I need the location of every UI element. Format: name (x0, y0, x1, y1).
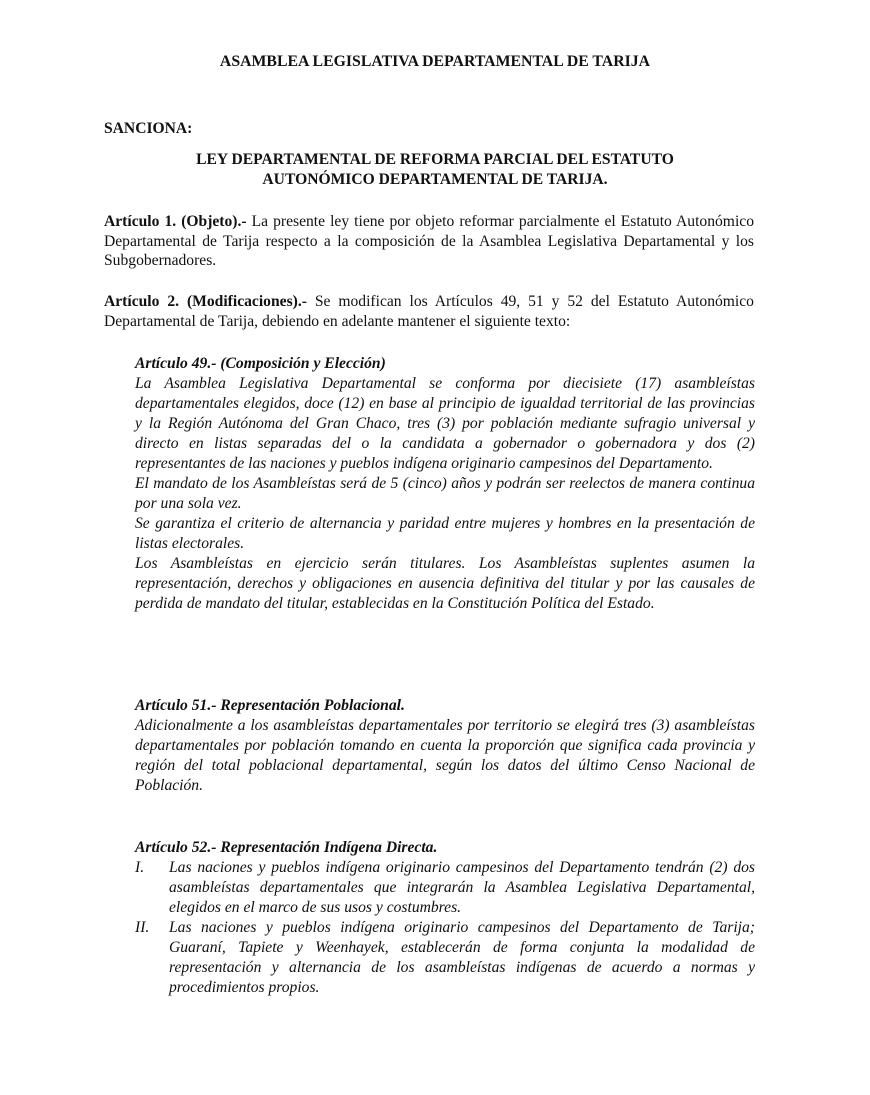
article-2-label: Artículo 2. (Modificaciones).- (104, 293, 307, 310)
article-49-paragraph: Se garantiza el criterio de alternancia y paridad entre mujeres y hombres en la presentación de listas electorales. (135, 515, 755, 552)
article-49-paragraph: El mandato de los Asambleístas será de 5 (cinco) años y podrán ser reelectos de manera continua por una sola vez. (135, 475, 755, 512)
article-2 (104, 292, 754, 331)
article-49-paragraph: Los Asambleístas en ejercicio serán titulares. Los Asambleístas suplentes asumen la representación, derechos y obligaciones en ausencia definitiva del titular y por las causales de perdida de mandato del titular, establecidas en la Constitución Política del Estado. (135, 555, 755, 612)
article-52-heading: Artículo 52.- Representación Indígena Directa. (135, 839, 438, 856)
law-title-line-2: AUTONÓMICO DEPARTAMENTAL DE TARIJA. (262, 171, 608, 188)
article-52-block (135, 838, 755, 998)
list-item-number: II. (135, 919, 150, 936)
article-1-text: La presente ley tiene por objeto reformar parcialmente el Estatuto Autonómico Departamental de Tarija respecto a la composición de la Asamblea Legislativa Departamental y los Subgobernadores. (104, 213, 754, 269)
list-item (135, 858, 755, 918)
law-title-line-1: LEY DEPARTAMENTAL DE REFORMA PARCIAL DEL ESTATUTO (196, 151, 674, 168)
article-49-heading: Artículo 49.- (Composición y Elección) (135, 355, 386, 372)
article-1-label: Artículo 1. (Objeto).- (104, 213, 247, 230)
list-item (135, 918, 755, 998)
sanciona-label: SANCIONA: (104, 120, 193, 137)
list-item-text: Las naciones y pueblos indígena originario campesinos del Departamento de Tarija; Guaraní, Tapiete y Weenhayek, establecerán de forma conjunta la modalidad de representación y alternancia de los asambleístas indígenas de acuerdo a normas y procedimientos propios. (169, 919, 755, 996)
law-title (104, 150, 766, 190)
article-2-text: Se modifican los Artículos 49, 51 y 52 del Estatuto Autonómico Departamental de Tarija, debiendo en adelante mantener el siguiente texto: (104, 293, 754, 330)
article-51-paragraph: Adicionalmente a los asambleístas departamentales por territorio se elegirá tres (3) asambleístas departamentales por población tomando en cuenta la proporción que significa cada provincia y región del total poblacional departamental, según los datos del último Censo Nacional de Población. (135, 717, 755, 794)
article-1 (104, 212, 754, 271)
article-49-block (135, 354, 755, 614)
list-item-text: Las naciones y pueblos indígena originario campesinos del Departamento tendrán (2) dos asambleístas departamentales que integrarán la Asamblea Legislativa Departamental, elegidos en el marco de sus usos y costumbres. (169, 859, 755, 916)
document-header: ASAMBLEA LEGISLATIVA DEPARTAMENTAL DE TARIJA (219, 53, 651, 70)
article-51-heading: Artículo 51.- Representación Poblacional. (135, 697, 405, 714)
list-item-number: I. (135, 859, 145, 876)
article-51-block (135, 696, 755, 796)
article-49-paragraph: La Asamblea Legislativa Departamental se conforma por diecisiete (17) asambleístas departamentales elegidos, doce (12) en base al principio de igualdad territorial de las provincias y la Región Autónoma del Gran Chaco, tres (3) por población mediante sufragio universal y directo en listas separadas del o la candidata a gobernador o gobernadora y dos (2) representantes de las naciones y pueblos indígena originario campesinos del Departamento. (135, 375, 755, 472)
